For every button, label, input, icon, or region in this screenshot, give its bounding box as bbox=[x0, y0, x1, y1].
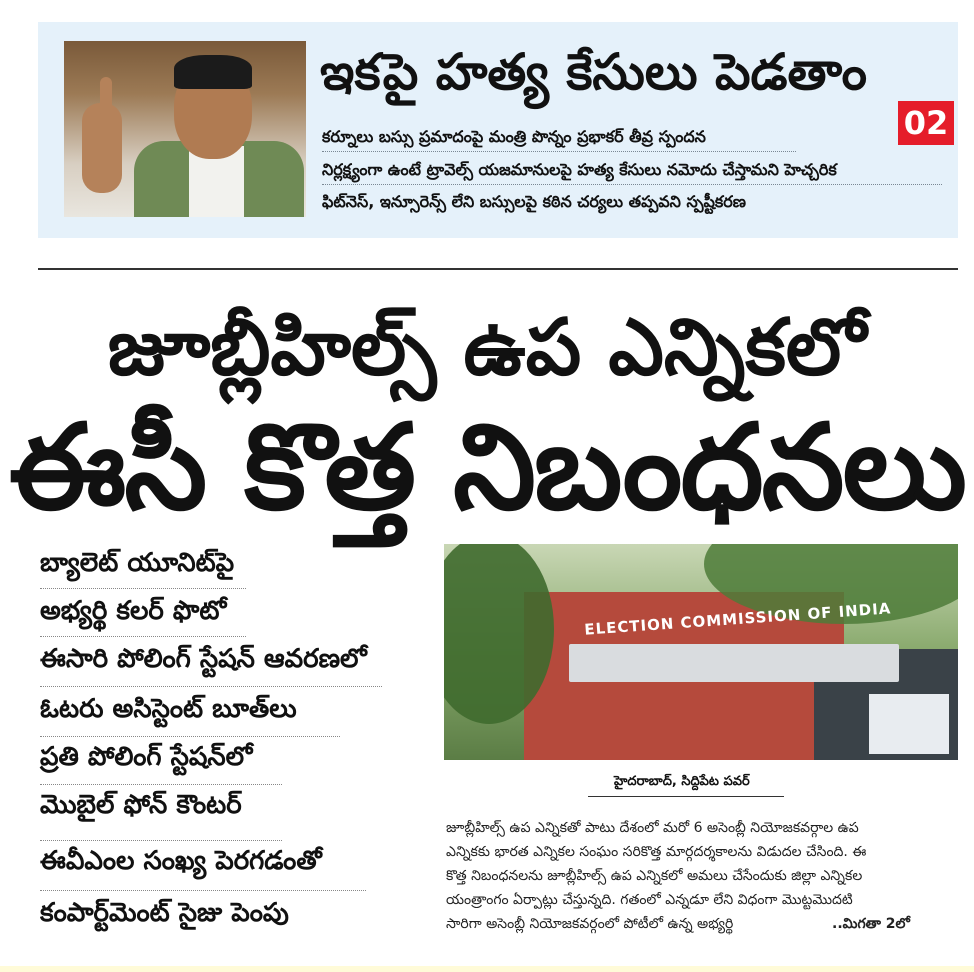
bullet-item: ఓటరు అసిస్టెంట్ బూత్‌లు bbox=[40, 694, 297, 724]
bullet-item: బ్యాలెట్ యూనిట్‌పై bbox=[40, 548, 235, 578]
bullet-item: మొబైల్ ఫోన్ కౌంటర్ bbox=[40, 790, 242, 820]
divider bbox=[40, 588, 246, 589]
section-rule bbox=[38, 268, 958, 270]
divider bbox=[588, 796, 784, 797]
divider bbox=[40, 636, 246, 637]
page-number-badge: 02 bbox=[898, 101, 954, 145]
election-commission-photo bbox=[444, 544, 958, 760]
main-headline-line2: ఈసీ కొత్త నిబంధనలు bbox=[9, 398, 965, 536]
divider bbox=[40, 784, 282, 785]
body-line: సారిగా అసెంబ్లీ నియోజకవర్గంలో పోటీలో ఉన్న అభ్యర్థి bbox=[446, 916, 734, 932]
minister-photo bbox=[64, 41, 306, 217]
dateline: హైదరాబాద్, సిద్దిపేట పవర్ bbox=[614, 774, 750, 789]
body-line: ఎన్నికకు భారత ఎన్నికల సంఘం సరికొత్త మార్గదర్శకాలను విడుదల చేసింది. ఈ bbox=[446, 844, 867, 860]
top-subhead-1: కర్నూలు బస్సు ప్రమాదంపై మంత్రి పొన్నం ప్రభాకర్ తీవ్ర స్పందన bbox=[322, 127, 706, 146]
divider bbox=[40, 736, 340, 737]
bullet-item: కంపార్ట్‌మెంట్ సైజు పెంపు bbox=[40, 898, 289, 928]
divider bbox=[40, 686, 382, 687]
body-line: కొత్త నిబంధనలను జూబ్లీహిల్స్ ఉప ఎన్నికలో అమలు చేసేందుకు జిల్లా ఎన్నికల bbox=[446, 868, 863, 884]
bullet-item: ఈవీఎంల సంఖ్య పెరగడంతో bbox=[40, 846, 322, 876]
divider bbox=[40, 890, 366, 891]
continued-link[interactable]: ..మిగతా 2లో bbox=[832, 916, 910, 932]
main-headline-line1: జూబ్లీహిల్స్ ఉప ఎన్నికలో bbox=[107, 303, 867, 393]
top-subhead-3: ఫిట్‌నెస్, ఇన్సూరెన్స్ లేని బస్సులపై కఠిన చర్యలు తప్పవని స్పష్టీకరణ bbox=[322, 192, 746, 211]
bullet-item: ఈసారి పోలింగ్ స్టేషన్ ఆవరణలో bbox=[40, 644, 367, 674]
bullet-item: అభ్యర్థి కలర్ ఫొటో bbox=[40, 596, 227, 626]
top-headline: ఇకపై హత్య కేసులు పెడతాం bbox=[320, 43, 867, 101]
divider bbox=[40, 840, 282, 841]
page-bottom-strip bbox=[0, 966, 974, 972]
top-subhead-2: నిర్లక్ష్యంగా ఉంటే ట్రావెల్స్ యజమానులపై హత్య కేసులు నమోదు చేస్తామని హెచ్చరిక bbox=[322, 160, 837, 179]
divider bbox=[322, 151, 796, 152]
bullet-item: ప్రతి పోలింగ్ స్టేషన్‌లో bbox=[40, 742, 253, 772]
body-line: జూబ్లీహిల్స్ ఉప ఎన్నికతో పాటు దేశంలో మరో 6 అసెంబ్లీ నియోజకవర్గాల ఉప bbox=[446, 820, 859, 836]
building-sign: ELECTION COMMISSION OF INDIA bbox=[583, 599, 892, 639]
body-line: యంత్రాంగం ఏర్పాట్లు చేస్తున్నది. గతంలో ఎన్నడూ లేని విధంగా మొట్టమొదటి bbox=[446, 892, 853, 908]
divider bbox=[322, 184, 942, 185]
